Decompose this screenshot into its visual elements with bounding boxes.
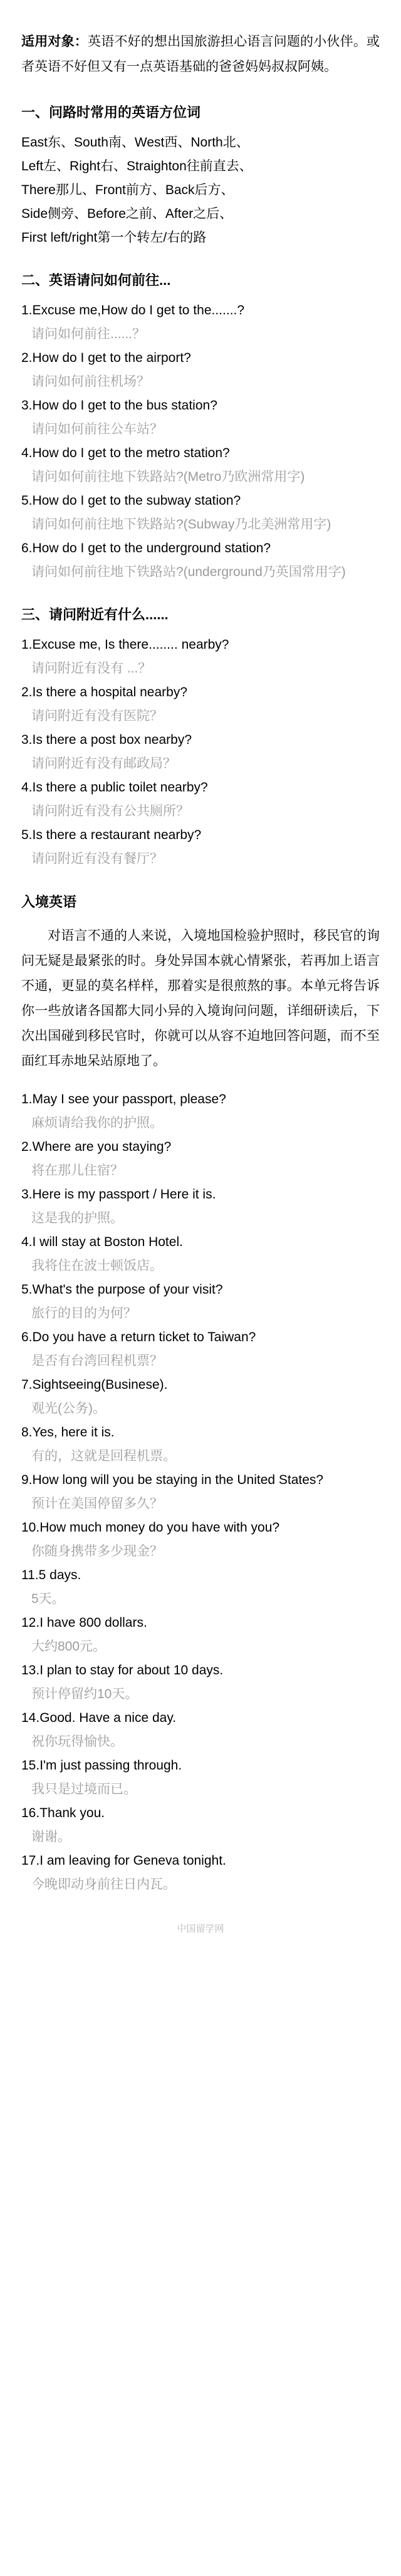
phrase-english: 5.How do I get to the subway station? (21, 493, 241, 508)
list-item (21, 394, 380, 441)
list-item (21, 1278, 380, 1326)
list-item (21, 1611, 380, 1659)
phrase-chinese: 我将住在波士顿饭店。 (31, 1259, 163, 1273)
phrase-chinese: 预计在美国停留多久？ (31, 1497, 163, 1511)
section-heading-howtoget: 二、英语请问如何前往... (21, 272, 171, 288)
phrase-english: 10.How much money do you have with you? (21, 1520, 280, 1535)
list-item (21, 299, 380, 346)
phrase-chinese: 观光(公务)。 (31, 1401, 106, 1416)
nearby-list (21, 633, 380, 871)
phrase-chinese: 请问如何前往地下铁路站?(Subway乃北美洲常用字) (31, 517, 331, 532)
list-item (21, 1183, 380, 1230)
phrase-chinese: 今晚即动身前往日内瓦。 (31, 1877, 176, 1892)
list-item (21, 489, 380, 537)
phrase-chinese: 麻烦请给我你的护照。 (31, 1116, 163, 1130)
list-item (21, 537, 380, 584)
phrase-english: 5.What's the purpose of your visit? (21, 1282, 223, 1297)
phrase-english: 14.Good. Have a nice day. (21, 1711, 177, 1725)
phrase-english: 4.I will stay at Boston Hotel. (21, 1235, 183, 1249)
list-item (21, 441, 380, 489)
list-item (21, 1564, 380, 1611)
list-item (21, 1516, 380, 1564)
phrase-chinese: 请问如何前往公车站？ (31, 422, 163, 436)
phrase-chinese: 请问如何前往地下铁路站?(Metro乃欧洲常用字) (31, 470, 305, 484)
phrase-english: 16.Thank you. (21, 1806, 105, 1820)
direction-line: First left/right第一个转左/右的路 (21, 230, 207, 245)
direction-line: There那儿、Front前方、Back后方、 (21, 183, 234, 197)
phrase-chinese: 请问附近有没有邮政局？ (31, 756, 176, 771)
phrase-chinese: 请问如何前往......？ (31, 327, 146, 341)
phrase-english: 13.I plan to stay for about 10 days. (21, 1663, 224, 1677)
phrase-english: 12.I have 800 dollars. (21, 1615, 147, 1630)
phrase-chinese: 谢谢。 (31, 1830, 71, 1844)
list-item (21, 1659, 380, 1706)
phrase-chinese: 5天。 (31, 1592, 65, 1606)
phrase-english: 1.May I see your passport, please? (21, 1092, 226, 1106)
phrase-english: 6.Do you have a return ticket to Taiwan? (21, 1330, 256, 1344)
phrase-english: 15.I'm just passing through. (21, 1758, 182, 1773)
list-item (21, 1706, 380, 1754)
immigration-list (21, 1088, 380, 1897)
direction-word-list (21, 131, 380, 250)
site-watermark: 中国留学网 (177, 1924, 224, 1934)
phrase-chinese: 请问附近有没有公共厕所？ (31, 804, 189, 818)
list-item (21, 1088, 380, 1135)
direction-line: Side侧旁、Before之前、After之后、 (21, 207, 233, 221)
phrase-english: 7.Sightseeing(Businese). (21, 1378, 168, 1392)
direction-line: Left左、Right右、Straighton往前直去、 (21, 159, 253, 173)
section-heading-immigration: 入境英语 (21, 894, 77, 910)
phrase-chinese: 将在那儿住宿？ (31, 1163, 123, 1178)
list-item (21, 1801, 380, 1849)
intro-paragraph (21, 29, 380, 80)
phrase-english: 3.How do I get to the bus station? (21, 398, 217, 413)
direction-line: East东、South南、West西、North北、 (21, 135, 249, 150)
phrase-chinese: 祝你玩得愉快。 (31, 1734, 123, 1749)
list-item (21, 1468, 380, 1516)
phrase-chinese: 请问如何前往机场？ (31, 374, 150, 389)
list-item (21, 1230, 380, 1278)
phrase-chinese: 有的，这就是回程机票。 (31, 1449, 176, 1463)
list-item (21, 1754, 380, 1801)
list-item (21, 823, 380, 871)
immigration-paragraph: 对语言不通的人来说，入境地国检验护照时，移民官的询问无疑是最紧张的时。身处异国本就心情紧张，若再加上语言不通，更显的莫名样样，那着实是很煎熬的事。本单元将告诉你一些放诸各国都大同小异的入境询问问题，详细研读后，下次出国碰到移民官时，你就可以从容不迫地回答问题，而不至面红耳赤地呆站原地了。 (21, 929, 380, 1068)
list-item (21, 681, 380, 728)
phrase-chinese: 请问附近有没有餐厅？ (31, 852, 163, 866)
list-item (21, 1373, 380, 1421)
intro-lead: 适用对象： (21, 34, 88, 49)
phrase-english: 5.Is there a restaurant nearby? (21, 828, 202, 842)
phrase-chinese: 是否有台湾回程机票？ (31, 1354, 163, 1368)
list-item (21, 633, 380, 681)
list-item (21, 346, 380, 394)
section-heading-directions: 一、问路时常用的英语方位词 (21, 105, 201, 120)
phrase-chinese: 你随身携带多少现金？ (31, 1544, 163, 1558)
phrase-chinese: 请问附近有没有医院？ (31, 709, 163, 723)
phrase-english: 6.How do I get to the underground station? (21, 541, 271, 555)
list-item (21, 1326, 380, 1373)
phrase-english: 9.How long will you be staying in the United States? (21, 1473, 324, 1487)
section-heading-nearby: 三、请问附近有什么...... (21, 607, 169, 622)
phrase-english: 2.Where are you staying? (21, 1140, 172, 1154)
phrase-chinese: 请问附近有没有 ...？ (31, 661, 152, 676)
phrase-chinese: 请问如何前往地下铁路站?(underground乃英国常用字) (31, 565, 346, 579)
phrase-chinese: 预计停留约10天。 (31, 1687, 138, 1701)
list-item (21, 1849, 380, 1897)
list-item (21, 728, 380, 776)
phrase-chinese: 我只是过境而已。 (31, 1782, 137, 1796)
phrase-english: 3.Here is my passport / Here it is. (21, 1187, 216, 1202)
phrase-english: 1.Excuse me, Is there........ nearby? (21, 637, 229, 652)
phrase-english: 17.I am leaving for Geneva tonight. (21, 1853, 226, 1868)
phrase-english: 8.Yes, here it is. (21, 1425, 115, 1440)
intro-text: 英语不好的想出国旅游担心语言问题的小伙伴。或者英语不好但又有一点英语基础的爸爸妈妈叔叔阿姨。 (21, 34, 380, 74)
phrase-english: 1.Excuse me,How do I get to the.......? (21, 303, 245, 317)
phrase-english: 4.Is there a public toilet nearby? (21, 780, 208, 795)
howtoget-list (21, 299, 380, 584)
phrase-english: 2.Is there a hospital nearby? (21, 685, 188, 699)
phrase-chinese: 大约800元。 (31, 1639, 107, 1654)
phrase-chinese: 旅行的目的为何？ (31, 1306, 137, 1321)
phrase-english: 11.5 days. (21, 1568, 81, 1582)
phrase-english: 2.How do I get to the airport? (21, 351, 191, 365)
phrase-english: 4.How do I get to the metro station? (21, 446, 230, 460)
list-item (21, 1421, 380, 1468)
list-item (21, 1135, 380, 1183)
list-item (21, 776, 380, 823)
phrase-english: 3.Is there a post box nearby? (21, 733, 192, 747)
phrase-chinese: 这是我的护照。 (31, 1211, 123, 1225)
